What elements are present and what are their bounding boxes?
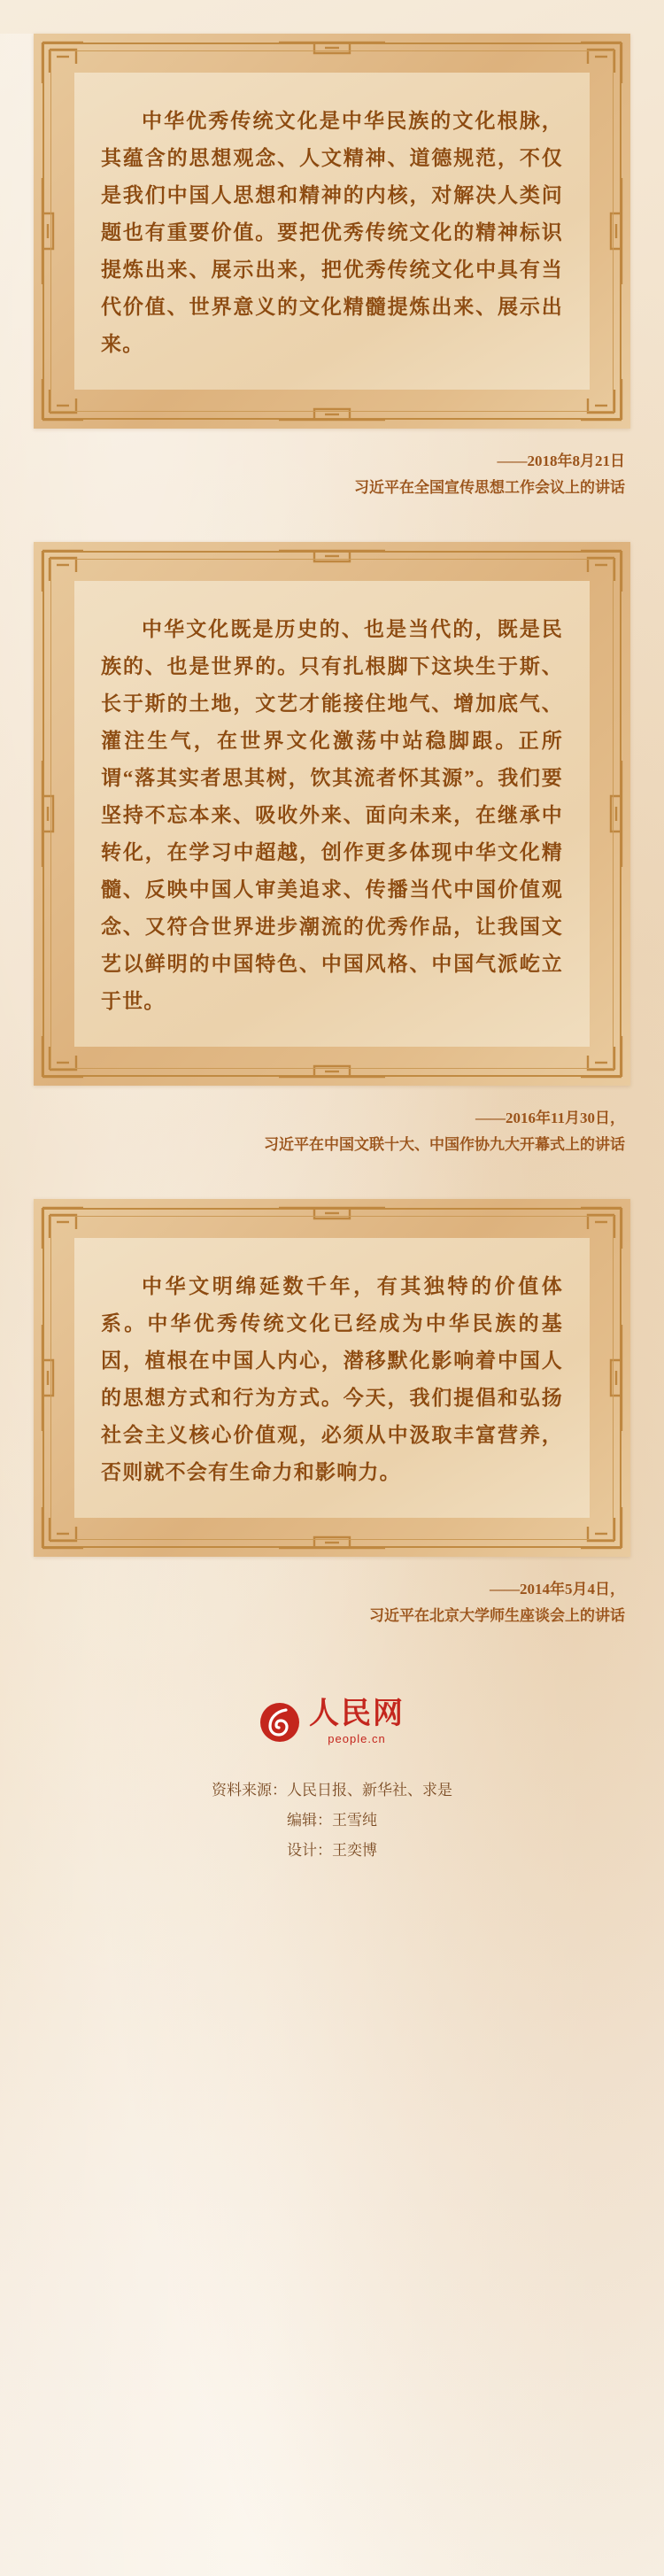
- quote-block: [34, 542, 630, 1158]
- site-logo[interactable]: [34, 1698, 630, 1745]
- quote-attribution: [34, 1105, 625, 1158]
- footer: [34, 1698, 630, 1866]
- quote-source: 习近平在全国宣传思想工作会议上的讲话: [354, 479, 625, 496]
- ornament-edge-icon: [604, 761, 627, 867]
- site-logo-en: people.cn: [328, 1732, 386, 1745]
- quote-text-panel: [74, 581, 590, 1047]
- credit-designer: 设计：王奕博: [287, 1842, 377, 1859]
- quote-block: [34, 1199, 630, 1629]
- quote-block: [34, 34, 630, 501]
- quote-source: 习近平在北京大学师生座谈会上的讲话: [369, 1607, 625, 1624]
- ornament-edge-icon: [37, 1325, 60, 1431]
- quote-card: [34, 34, 630, 429]
- site-logo-cn: 人民网: [309, 1698, 405, 1730]
- quote-text-panel: [74, 73, 590, 390]
- quote-card: [34, 1199, 630, 1557]
- quote-text: 中华文化既是历史的、也是当代的，既是民族的、也是世界的。只有扎根脚下这块生于斯、长于斯的土地，文艺才能接住地气、增加底气、灌注生气，在世界文化激荡中站稳脚跟。正所谓“落其实者思其树，饮其流者怀其源”。我们要坚持不忘本来、吸收外来、面向未来，在继承中转化，在学习中超越，创作更多体现中华文化精髓、反映中国人审美追求、传播当代中国价值观念、又符合世界进步潮流的优秀作品，让我国文艺以鲜明的中国特色、中国风格、中国气派屹立于世。: [101, 618, 563, 1012]
- quote-text: 中华优秀传统文化是中华民族的文化根脉，其蕴含的思想观念、人文精神、道德规范，不仅是我们中国人思想和精神的内核，对解决人类问题也有重要价值。要把优秀传统文化的精神标识提炼出来、展示出来，把优秀传统文化中具有当代价值、世界意义的文化精髓提炼出来、展示出来。: [101, 110, 563, 355]
- quote-date: ——2014年5月4日，: [490, 1581, 625, 1597]
- ornament-edge-icon: [279, 1059, 385, 1082]
- quote-card: [34, 542, 630, 1086]
- quote-attribution: [34, 448, 625, 501]
- ornament-edge-icon: [279, 1203, 385, 1226]
- ornament-edge-icon: [279, 1530, 385, 1553]
- credit-editor: 编辑：王雪纯: [287, 1812, 377, 1829]
- ornament-edge-icon: [37, 761, 60, 867]
- poster-page: [0, 34, 664, 2576]
- ornament-edge-icon: [279, 545, 385, 569]
- quote-text-panel: [74, 1238, 590, 1518]
- ornament-edge-icon: [279, 402, 385, 425]
- quote-attribution: [34, 1576, 625, 1629]
- quote-date: ——2018年8月21日: [497, 453, 625, 469]
- ornament-edge-icon: [279, 37, 385, 60]
- quote-text: 中华文明绵延数千年，有其独特的价值体系。中华优秀传统文化已经成为中华民族的基因，植根在中国人内心，潜移默化影响着中国人的思想方式和行为方式。今天，我们提倡和弘扬社会主义核心价值观，必须从中汲取丰富营养，否则就不会有生命力和影响力。: [101, 1275, 563, 1483]
- ornament-edge-icon: [604, 1325, 627, 1431]
- people-cn-logo-icon: [259, 1702, 300, 1743]
- quote-source: 习近平在中国文联十大、中国作协九大开幕式上的讲话: [264, 1136, 625, 1153]
- credits: [34, 1775, 630, 1866]
- ornament-edge-icon: [604, 178, 627, 284]
- ornament-edge-icon: [37, 178, 60, 284]
- quote-date: ——2016年11月30日，: [475, 1110, 625, 1126]
- site-logo-text: [309, 1698, 405, 1745]
- credit-source: 资料来源：人民日报、新华社、求是: [212, 1782, 452, 1799]
